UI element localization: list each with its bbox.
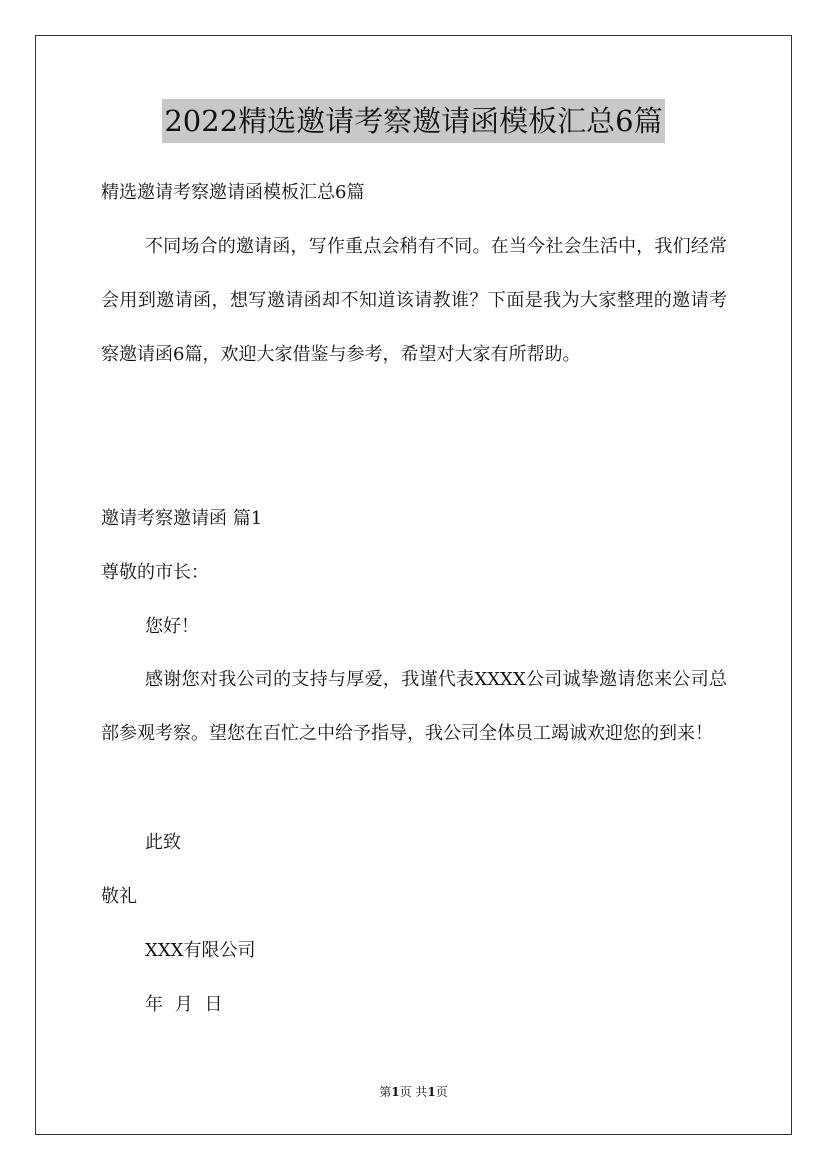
letter-greeting: 您好！ <box>145 616 199 637</box>
footer-page-total: 1 <box>427 1085 436 1099</box>
intro-paragraph: 不同场合的邀请函，写作重点会稍有不同。在当今社会生活中，我们经常会用到邀请函，想写邀请函却不知道该请教谁？下面是我为大家整理的邀请考察邀请函6篇，欢迎大家借鉴与参考，希望对大家有所帮助。 <box>101 236 727 365</box>
letter-body: 感谢您对我公司的支持与厚爱，我谨代表XXXX公司诚挚邀请您来公司总部参观考察。望您在百忙之中给予指导，我公司全体员工竭诚欢迎您的到来！ <box>101 669 727 744</box>
footer-suffix: 页 <box>435 1085 448 1099</box>
letter-closing-1: 此致 <box>145 832 181 853</box>
page-footer <box>0 1083 827 1101</box>
footer-prefix: 第 <box>379 1085 392 1099</box>
footer-page-current: 1 <box>391 1085 400 1099</box>
document-subtitle: 精选邀请考察邀请函模板汇总6篇 <box>101 182 365 203</box>
letter-salutation: 尊敬的市长： <box>101 562 209 583</box>
letter-closing-2: 敬礼 <box>101 886 137 907</box>
letter-date: 年 月 日 <box>145 994 223 1015</box>
document-title: 2022精选邀请考察邀请函模板汇总6篇 <box>162 99 664 143</box>
title-container <box>0 99 827 143</box>
letter-signature: XXX有限公司 <box>145 940 256 961</box>
letter-heading: 邀请考察邀请函 篇1 <box>101 508 263 529</box>
footer-mid: 页 共 <box>399 1085 428 1099</box>
